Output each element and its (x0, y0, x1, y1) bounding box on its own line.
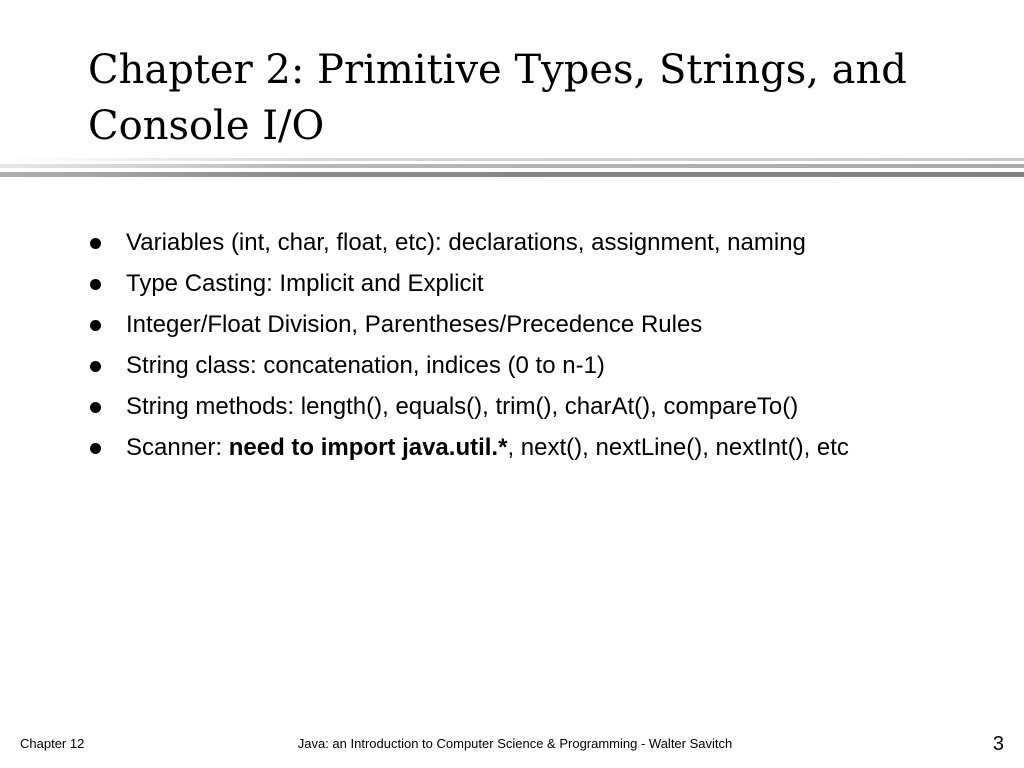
bullet-text: String methods: length(), equals(), trim(), charAt(), compareTo() (126, 393, 799, 420)
footer-book-title: Java: an Introduction to Computer Science & Programming - Walter Savitch (297, 736, 733, 751)
bullet-dot-icon (90, 402, 101, 413)
divider-band-light (0, 158, 1024, 161)
slide-title-line-1: Chapter 2: Primitive Types, Strings, and (88, 47, 907, 93)
divider-band-dark (0, 172, 1024, 177)
bullet-dot-icon (90, 238, 101, 249)
bullet-item (90, 267, 970, 300)
bullet-item (90, 226, 970, 259)
scanner-prefix: Scanner: (126, 434, 229, 461)
bullet-item (90, 390, 970, 423)
bullet-dot-icon (90, 443, 101, 454)
bullet-text (126, 434, 849, 461)
footer-chapter: Chapter 12 (20, 736, 85, 751)
bullet-item (90, 308, 970, 341)
page-number: 3 (992, 733, 1004, 755)
bullet-text: Type Casting: Implicit and Explicit (126, 270, 484, 297)
title-divider (0, 158, 1024, 180)
scanner-import-emphasis: need to import java.util.* (228, 434, 508, 461)
scanner-suffix: , next(), nextLine(), nextInt(), etc (507, 434, 849, 461)
slide-title-line-2: Console I/O (88, 103, 325, 149)
bullet-text: Integer/Float Division, Parentheses/Precedence Rules (126, 311, 703, 338)
bullet-dot-icon (90, 279, 101, 290)
bullet-dot-icon (90, 361, 101, 372)
bullet-text: String class: concatenation, indices (0 to n-1) (126, 352, 605, 379)
bullet-dot-icon (90, 320, 101, 331)
bullet-item (90, 349, 970, 382)
divider-band-medium (0, 164, 1024, 168)
slide-title (88, 42, 988, 154)
bullet-list (90, 226, 970, 472)
bullet-text: Variables (int, char, float, etc): declarations, assignment, naming (126, 229, 806, 256)
bullet-item (90, 431, 970, 464)
